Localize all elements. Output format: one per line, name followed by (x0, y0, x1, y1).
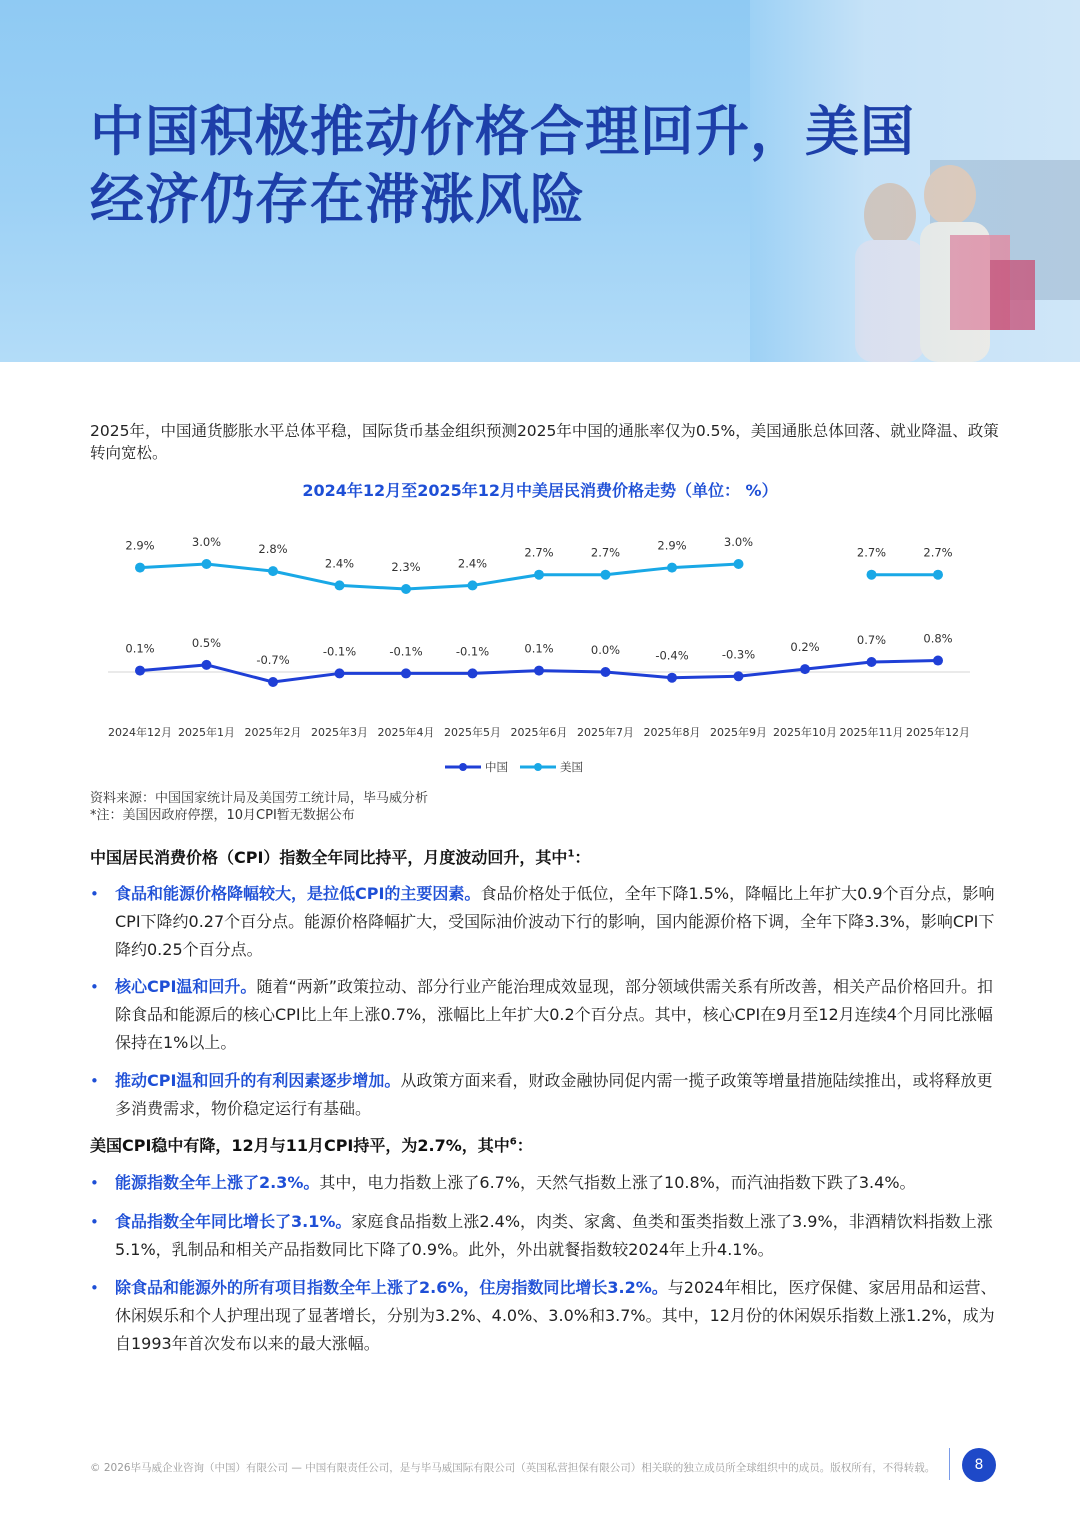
data-point (401, 668, 411, 678)
legend-label: 中国 (485, 760, 508, 774)
x-tick-label: 2025年9月 (710, 726, 767, 739)
bullet-lead: 核心CPI温和回升。 (115, 977, 257, 996)
bullet-text: 随着“两新”政策拉动、部分行业产能治理成效显现，部分领域供需关系有所改善，相关产品价格回升。扣除食品和能源后的核心CPI比上年上涨0.7%，涨幅比上年扩大0.2个百分点。其中，核心CPI在9月至12月连续4个月同比涨幅保持在1%以上。 (115, 977, 994, 1052)
data-label: 3.0% (191, 535, 222, 549)
data-point (933, 656, 943, 666)
copyright-footer: © 2026毕马威企业咨询（中国）有限公司 — 中国有限责任公司，是与毕马威国际有限公司（英国私营担保有限公司）相关联的独立成员所全球组织中的成员。版权所有，不得转载。 (90, 1462, 936, 1474)
data-point (800, 664, 810, 674)
data-label: 0.8% (923, 631, 953, 646)
bullet-text: 与2024年相比，医疗保健、家居用品和运营、休闲娱乐和个人护理出现了显著增长，分别为3.2%、4.0%、3.0%和3.7%。其中，12月份的休闲娱乐指数上涨1.2%，成为自1993年首次发布以来的最大涨幅。 (115, 1278, 997, 1353)
bullet-dot-icon: • (90, 978, 99, 996)
data-label: 0.5% (191, 635, 222, 650)
data-label: 2.7% (524, 545, 554, 560)
bullet-dot-icon: • (90, 885, 99, 903)
section-us-heading: 美国CPI稳中有降，12月与11月CPI持平，为2.7%，其中$^6$： (90, 1136, 533, 1155)
data-label: -0.3% (721, 647, 756, 662)
data-label: 2.4% (457, 556, 488, 571)
data-point (468, 668, 478, 678)
data-point (135, 666, 145, 676)
data-point (867, 657, 877, 667)
title-line-1: 中国积极推动价格合理回升，美国 (90, 100, 915, 163)
list-item (90, 973, 1000, 1057)
x-tick-label: 2025年12月 (906, 726, 970, 739)
x-tick-label: 2025年10月 (773, 726, 837, 739)
data-label: -0.4% (655, 648, 689, 663)
x-tick-label: 2025年3月 (311, 726, 368, 739)
chart-title: 2024年12月至2025年12月中美居民消费价格走势（单位： %） (302, 481, 778, 500)
data-label: 0.0% (590, 643, 621, 657)
cpi-line-chart (90, 520, 990, 785)
data-label: 2.7% (856, 545, 887, 560)
intro-paragraph: 2025年，中国通货膨胀水平总体平稳，国际货币基金组织预测2025年中国的通胀率仅为0.5%，美国通胀总体回落、就业降温、政策转向宽松。 (90, 422, 999, 462)
bullet-dot-icon: • (90, 1279, 99, 1297)
data-point (534, 570, 544, 580)
bullet-lead: 食品指数全年同比增长了3.1%。 (115, 1212, 352, 1231)
hero-banner (0, 0, 1080, 362)
data-point (933, 570, 943, 580)
section-china-heading: 中国居民消费价格（CPI）指数全年同比持平，月度波动回升，其中$^1$： (90, 848, 591, 867)
data-label: 2.7% (923, 545, 953, 560)
data-point (135, 563, 145, 573)
data-point (734, 671, 744, 681)
series-line-us (140, 564, 739, 589)
bullet-text: 其中，电力指数上涨了6.7%，天然气指数上涨了10.8%，而汽油指数下跌了3.4%。 (319, 1173, 916, 1192)
data-point (601, 570, 611, 580)
bullet-text: 家庭食品指数上涨2.4%，肉类、家禽、鱼类和蛋类指数上涨了3.9%，非酒精饮料指数上涨5.1%，乳制品和相关产品指数同比下降了0.9%。此外，外出就餐指数较2024年上升4.1%。 (115, 1212, 993, 1259)
data-label: 0.2% (790, 640, 820, 655)
bullet-lead: 除食品和能源外的所有项目指数全年上涨了2.6%，住房指数同比增长3.2%。 (115, 1278, 668, 1297)
data-point (867, 570, 877, 580)
data-point (268, 677, 278, 687)
data-point (667, 563, 677, 573)
list-item (90, 880, 1000, 964)
chart-source (90, 790, 428, 824)
x-tick-label: 2025年11月 (839, 726, 904, 739)
data-label: -0.1% (389, 644, 423, 659)
data-label: -0.1% (322, 644, 357, 659)
footnote-ref: 6 (509, 1136, 517, 1148)
data-label: 3.0% (723, 535, 754, 549)
list-item (90, 1274, 1000, 1358)
source-line: 资料来源：中国国家统计局及美国劳工统计局，毕马威分析 (90, 791, 429, 806)
footer-divider (949, 1448, 950, 1480)
data-point (401, 584, 411, 594)
bullet-dot-icon: • (90, 1213, 99, 1231)
data-point (268, 566, 278, 576)
list-item (90, 1067, 1000, 1123)
data-point (202, 559, 212, 569)
data-point (601, 667, 611, 677)
bullet-text: 从政策方面来看，财政金融协同促内需一揽子政策等增量措施陆续推出，或将释放更多消费需求，物价稳定运行有基础。 (115, 1071, 993, 1118)
x-tick-label: 2025年4月 (377, 726, 435, 739)
data-point (734, 559, 744, 569)
list-item (90, 1208, 1000, 1264)
data-label: 2.4% (324, 556, 355, 571)
data-point (468, 580, 478, 590)
data-label: 0.1% (125, 641, 155, 656)
bullet-dot-icon: • (90, 1174, 99, 1192)
data-label: -0.7% (256, 653, 290, 668)
x-tick-label: 2025年6月 (510, 726, 568, 739)
data-label: 2.3% (391, 559, 421, 574)
list-item (90, 1169, 1000, 1197)
data-label: 0.7% (856, 632, 887, 647)
legend-marker (459, 763, 467, 771)
data-point (667, 673, 677, 683)
x-tick-label: 2025年8月 (643, 726, 701, 739)
page-title (90, 98, 1010, 234)
data-label: 2.7% (590, 545, 621, 560)
data-label: -0.1% (455, 644, 490, 659)
data-point (335, 580, 345, 590)
data-point (534, 666, 544, 676)
data-point (202, 660, 212, 670)
legend-label: 美国 (560, 760, 583, 774)
data-label: 2.9% (657, 538, 687, 553)
x-tick-label: 2024年12月 (108, 726, 172, 739)
bullet-dot-icon: • (90, 1072, 99, 1090)
bullet-text: 食品价格处于低位，全年下降1.5%，降幅比上年扩大0.9个百分点，影响CPI下降约0.27个百分点。能源价格降幅扩大，受国际油价波动下行的影响，国内能源价格下调，全年下降3.3%，影响CPI下降约0.25个百分点。 (115, 884, 995, 959)
x-tick-label: 2025年1月 (178, 726, 235, 739)
legend-marker (534, 763, 542, 771)
footnote-ref: 1 (567, 848, 575, 860)
title-line-2: 经济仍存在滞涨风险 (90, 168, 585, 231)
data-label: 2.8% (258, 542, 288, 557)
x-tick-label: 2025年2月 (244, 726, 302, 739)
bullet-lead: 推动CPI温和回升的有利因素逐步增加。 (115, 1071, 401, 1090)
bullet-lead: 能源指数全年上涨了2.3%。 (115, 1173, 320, 1192)
data-point (335, 668, 345, 678)
bullet-lead: 食品和能源价格降幅较大，是拉低CPI的主要因素。 (115, 884, 481, 903)
source-note: *注：美国因政府停摆，10月CPI暂无数据公布 (90, 808, 355, 823)
data-label: 0.1% (524, 641, 554, 656)
data-label: 2.9% (125, 538, 155, 553)
x-tick-label: 2025年7月 (577, 726, 634, 739)
page-number: 8 (962, 1448, 996, 1482)
x-tick-label: 2025年5月 (444, 726, 501, 739)
